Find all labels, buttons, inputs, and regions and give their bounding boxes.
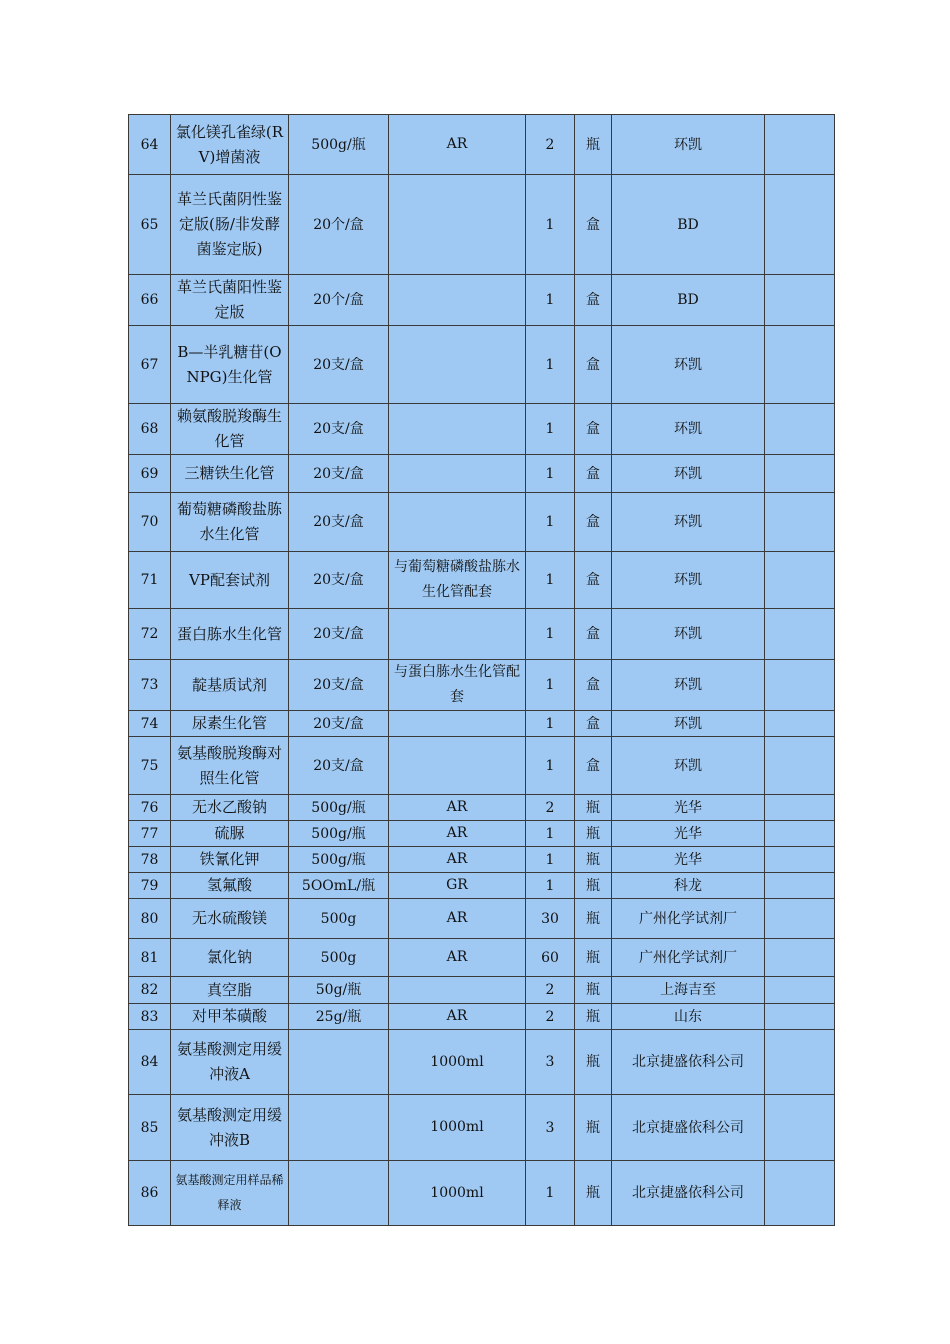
- item-unit: 盒: [575, 660, 612, 711]
- item-quantity: 1: [526, 1161, 575, 1226]
- table-row: [129, 821, 835, 847]
- row-number: 64: [129, 115, 171, 175]
- item-manufacturer: 环凯: [612, 660, 765, 711]
- item-unit: 盒: [575, 493, 612, 552]
- table-row: [129, 609, 835, 660]
- item-spec: [289, 1161, 389, 1226]
- item-spec: [289, 1030, 389, 1095]
- item-spec: 20支/盒: [289, 455, 389, 493]
- item-grade: [389, 737, 526, 795]
- item-manufacturer: 环凯: [612, 609, 765, 660]
- item-spec: 20个/盒: [289, 175, 389, 275]
- table-row: [129, 660, 835, 711]
- item-spec: 500g/瓶: [289, 115, 389, 175]
- item-grade: 1000ml: [389, 1161, 526, 1226]
- item-grade: AR: [389, 821, 526, 847]
- item-unit: 瓶: [575, 977, 612, 1004]
- item-manufacturer: BD: [612, 175, 765, 275]
- item-name: 真空脂: [171, 977, 289, 1004]
- item-name: 氯化钠: [171, 939, 289, 977]
- row-number: 75: [129, 737, 171, 795]
- item-unit: 盒: [575, 404, 612, 455]
- item-spec: 500g/瓶: [289, 847, 389, 873]
- item-note: [765, 1161, 835, 1226]
- item-manufacturer: 北京捷盛依科公司: [612, 1161, 765, 1226]
- item-name: 硫脲: [171, 821, 289, 847]
- item-unit: 瓶: [575, 115, 612, 175]
- row-number: 67: [129, 326, 171, 404]
- item-note: [765, 847, 835, 873]
- item-note: [765, 455, 835, 493]
- item-note: [765, 1030, 835, 1095]
- item-name: 蛋白胨水生化管: [171, 609, 289, 660]
- reagent-table-body: [129, 115, 835, 1226]
- item-manufacturer: 环凯: [612, 493, 765, 552]
- item-unit: 盒: [575, 552, 612, 609]
- row-number: 72: [129, 609, 171, 660]
- item-unit: 瓶: [575, 899, 612, 939]
- row-number: 65: [129, 175, 171, 275]
- item-name: 氨基酸脱羧酶对照生化管: [171, 737, 289, 795]
- item-manufacturer: 北京捷盛依科公司: [612, 1030, 765, 1095]
- table-row: [129, 795, 835, 821]
- item-quantity: 1: [526, 493, 575, 552]
- item-name: 氨基酸测定用缓冲液B: [171, 1095, 289, 1161]
- item-quantity: 1: [526, 660, 575, 711]
- row-number: 73: [129, 660, 171, 711]
- item-quantity: 2: [526, 1004, 575, 1030]
- item-quantity: 1: [526, 711, 575, 737]
- item-manufacturer: 上海吉至: [612, 977, 765, 1004]
- row-number: 68: [129, 404, 171, 455]
- row-number: 85: [129, 1095, 171, 1161]
- table-row: [129, 939, 835, 977]
- item-unit: 盒: [575, 275, 612, 326]
- item-grade: 与葡萄糖磷酸盐胨水生化管配套: [389, 552, 526, 609]
- item-spec: 500g: [289, 899, 389, 939]
- table-row: [129, 175, 835, 275]
- item-quantity: 1: [526, 404, 575, 455]
- item-quantity: 1: [526, 847, 575, 873]
- item-quantity: 2: [526, 115, 575, 175]
- item-grade: [389, 609, 526, 660]
- item-spec: 20支/盒: [289, 660, 389, 711]
- item-spec: 20支/盒: [289, 326, 389, 404]
- item-spec: 20支/盒: [289, 711, 389, 737]
- item-quantity: 1: [526, 737, 575, 795]
- item-spec: 5OOmL/瓶: [289, 873, 389, 899]
- item-spec: 20支/盒: [289, 552, 389, 609]
- item-manufacturer: 环凯: [612, 711, 765, 737]
- item-grade: 与蛋白胨水生化管配套: [389, 660, 526, 711]
- item-unit: 瓶: [575, 1095, 612, 1161]
- item-manufacturer: 光华: [612, 847, 765, 873]
- item-name: 对甲苯磺酸: [171, 1004, 289, 1030]
- row-number: 81: [129, 939, 171, 977]
- row-number: 80: [129, 899, 171, 939]
- row-number: 78: [129, 847, 171, 873]
- item-name: 无水硫酸镁: [171, 899, 289, 939]
- row-number: 82: [129, 977, 171, 1004]
- item-manufacturer: 环凯: [612, 326, 765, 404]
- item-name: VP配套试剂: [171, 552, 289, 609]
- item-spec: [289, 1095, 389, 1161]
- item-name: 靛基质试剂: [171, 660, 289, 711]
- item-quantity: 1: [526, 609, 575, 660]
- item-name: 革兰氏菌阳性鉴定版: [171, 275, 289, 326]
- table-row: [129, 552, 835, 609]
- item-quantity: 60: [526, 939, 575, 977]
- item-quantity: 1: [526, 873, 575, 899]
- item-name: 尿素生化管: [171, 711, 289, 737]
- item-note: [765, 977, 835, 1004]
- item-name: 葡萄糖磷酸盐胨水生化管: [171, 493, 289, 552]
- item-note: [765, 326, 835, 404]
- item-quantity: 1: [526, 175, 575, 275]
- item-note: [765, 795, 835, 821]
- item-quantity: 2: [526, 977, 575, 1004]
- item-unit: 瓶: [575, 795, 612, 821]
- item-spec: 25g/瓶: [289, 1004, 389, 1030]
- row-number: 76: [129, 795, 171, 821]
- row-number: 74: [129, 711, 171, 737]
- table-row: [129, 1095, 835, 1161]
- item-note: [765, 609, 835, 660]
- item-spec: 20支/盒: [289, 404, 389, 455]
- item-manufacturer: 环凯: [612, 404, 765, 455]
- item-note: [765, 493, 835, 552]
- item-note: [765, 821, 835, 847]
- row-number: 69: [129, 455, 171, 493]
- item-manufacturer: 环凯: [612, 115, 765, 175]
- item-grade: AR: [389, 847, 526, 873]
- item-spec: 20支/盒: [289, 609, 389, 660]
- item-quantity: 1: [526, 455, 575, 493]
- item-name: 氢氟酸: [171, 873, 289, 899]
- item-grade: [389, 455, 526, 493]
- item-grade: [389, 175, 526, 275]
- item-manufacturer: 广州化学试剂厂: [612, 899, 765, 939]
- item-note: [765, 737, 835, 795]
- row-number: 66: [129, 275, 171, 326]
- reagent-table: [128, 114, 835, 1226]
- item-manufacturer: 光华: [612, 821, 765, 847]
- item-spec: 20个/盒: [289, 275, 389, 326]
- item-unit: 盒: [575, 737, 612, 795]
- table-row: [129, 899, 835, 939]
- table-row: [129, 275, 835, 326]
- item-grade: AR: [389, 795, 526, 821]
- item-spec: 500g/瓶: [289, 795, 389, 821]
- item-unit: 盒: [575, 326, 612, 404]
- item-quantity: 1: [526, 275, 575, 326]
- item-manufacturer: 科龙: [612, 873, 765, 899]
- item-unit: 盒: [575, 175, 612, 275]
- table-row: [129, 455, 835, 493]
- item-unit: 瓶: [575, 873, 612, 899]
- item-note: [765, 1004, 835, 1030]
- item-name: 氨基酸测定用缓冲液A: [171, 1030, 289, 1095]
- item-quantity: 1: [526, 326, 575, 404]
- item-grade: AR: [389, 115, 526, 175]
- table-row: [129, 115, 835, 175]
- row-number: 79: [129, 873, 171, 899]
- item-name: B—半乳糖苷(ONPG)生化管: [171, 326, 289, 404]
- table-row: [129, 1030, 835, 1095]
- table-row: [129, 1004, 835, 1030]
- item-unit: 盒: [575, 711, 612, 737]
- item-note: [765, 175, 835, 275]
- item-name: 无水乙酸钠: [171, 795, 289, 821]
- item-note: [765, 873, 835, 899]
- item-manufacturer: 北京捷盛依科公司: [612, 1095, 765, 1161]
- item-manufacturer: 广州化学试剂厂: [612, 939, 765, 977]
- item-grade: 1000ml: [389, 1030, 526, 1095]
- item-note: [765, 711, 835, 737]
- table-row: [129, 737, 835, 795]
- item-grade: AR: [389, 939, 526, 977]
- item-spec: 500g/瓶: [289, 821, 389, 847]
- item-manufacturer: BD: [612, 275, 765, 326]
- item-grade: AR: [389, 899, 526, 939]
- row-number: 84: [129, 1030, 171, 1095]
- item-quantity: 30: [526, 899, 575, 939]
- row-number: 77: [129, 821, 171, 847]
- item-grade: [389, 493, 526, 552]
- item-note: [765, 939, 835, 977]
- row-number: 83: [129, 1004, 171, 1030]
- item-spec: 20支/盒: [289, 737, 389, 795]
- item-grade: AR: [389, 1004, 526, 1030]
- item-note: [765, 115, 835, 175]
- item-quantity: 2: [526, 795, 575, 821]
- row-number: 86: [129, 1161, 171, 1226]
- table-row: [129, 493, 835, 552]
- item-unit: 瓶: [575, 1004, 612, 1030]
- item-unit: 盒: [575, 609, 612, 660]
- item-note: [765, 275, 835, 326]
- item-unit: 瓶: [575, 1161, 612, 1226]
- item-manufacturer: 山东: [612, 1004, 765, 1030]
- item-name: 革兰氏菌阴性鉴定版(肠/非发酵菌鉴定版): [171, 175, 289, 275]
- item-spec: 20支/盒: [289, 493, 389, 552]
- item-unit: 瓶: [575, 847, 612, 873]
- item-grade: [389, 977, 526, 1004]
- item-grade: 1000ml: [389, 1095, 526, 1161]
- item-grade: [389, 275, 526, 326]
- item-grade: [389, 326, 526, 404]
- item-spec: 50g/瓶: [289, 977, 389, 1004]
- item-quantity: 3: [526, 1095, 575, 1161]
- item-grade: [389, 711, 526, 737]
- item-quantity: 1: [526, 552, 575, 609]
- item-manufacturer: 环凯: [612, 455, 765, 493]
- item-grade: [389, 404, 526, 455]
- item-quantity: 1: [526, 821, 575, 847]
- item-note: [765, 899, 835, 939]
- item-unit: 瓶: [575, 1030, 612, 1095]
- item-manufacturer: 环凯: [612, 737, 765, 795]
- item-manufacturer: 环凯: [612, 552, 765, 609]
- item-note: [765, 404, 835, 455]
- item-unit: 盒: [575, 455, 612, 493]
- item-note: [765, 552, 835, 609]
- item-name: 铁氰化钾: [171, 847, 289, 873]
- table-row: [129, 847, 835, 873]
- item-unit: 瓶: [575, 821, 612, 847]
- row-number: 70: [129, 493, 171, 552]
- item-unit: 瓶: [575, 939, 612, 977]
- item-name: 三糖铁生化管: [171, 455, 289, 493]
- item-note: [765, 660, 835, 711]
- item-name: 氯化镁孔雀绿(RV)增菌液: [171, 115, 289, 175]
- item-note: [765, 1095, 835, 1161]
- table-row: [129, 404, 835, 455]
- item-manufacturer: 光华: [612, 795, 765, 821]
- table-row: [129, 977, 835, 1004]
- item-grade: GR: [389, 873, 526, 899]
- table-row: [129, 326, 835, 404]
- item-name: 氨基酸测定用样品稀释液: [171, 1161, 289, 1226]
- item-spec: 500g: [289, 939, 389, 977]
- row-number: 71: [129, 552, 171, 609]
- item-quantity: 3: [526, 1030, 575, 1095]
- table-row: [129, 711, 835, 737]
- item-name: 赖氨酸脱羧酶生化管: [171, 404, 289, 455]
- table-row: [129, 1161, 835, 1226]
- table-row: [129, 873, 835, 899]
